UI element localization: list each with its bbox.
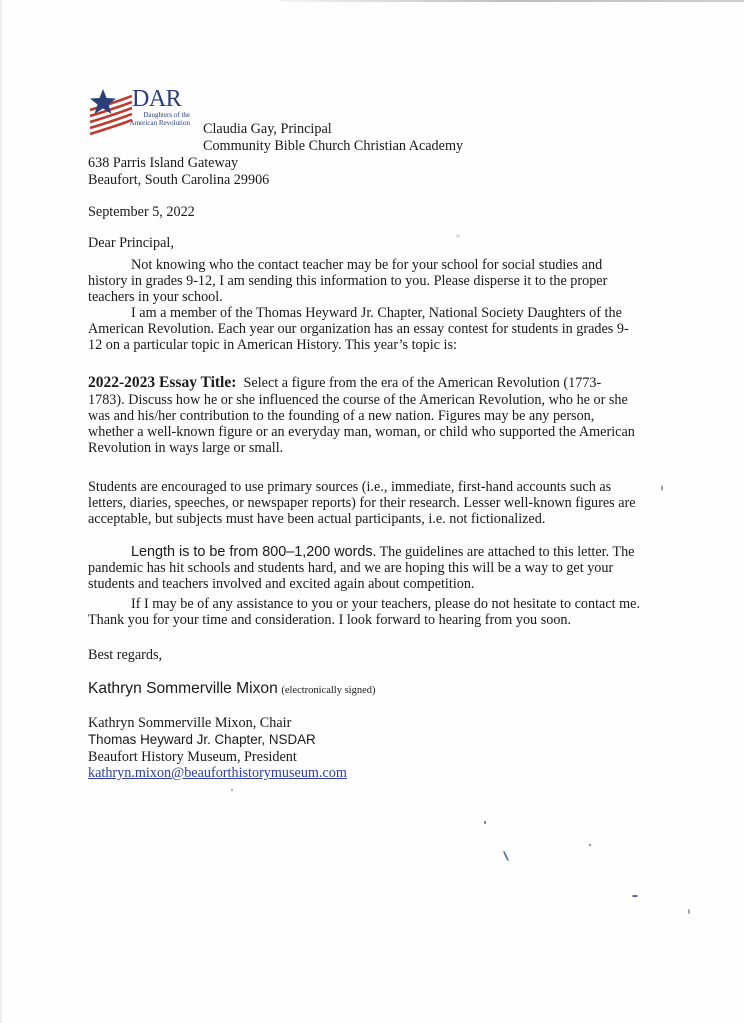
para4-line: pandemic has hit schools and students hard, and we are hoping this will be a way to get your: [88, 560, 614, 576]
scan-speck: [503, 850, 510, 862]
length-requirement: Length is to be from 800–1,200 words: [131, 544, 373, 560]
signoff-museum: Beaufort History Museum, President: [88, 749, 297, 765]
signature-note: (electronically signed): [281, 685, 376, 696]
para1-line: history in grades 9-12, I am sending this information to you. Please disperse it to the proper: [88, 273, 608, 289]
scan-speck: [688, 909, 690, 914]
closing: Best regards,: [88, 647, 163, 663]
scan-edge-left: [0, 0, 2, 1023]
logo-line-2: American Revolution: [129, 118, 190, 127]
para4-line: [131, 544, 634, 560]
para1-line: teachers in your school.: [88, 289, 223, 305]
para5-line: If I may be of any assistance to you or your teachers, please do not hesitate to contact me.: [131, 596, 640, 612]
signature-line: [88, 681, 376, 699]
scan-speck: [484, 821, 486, 824]
essay-line: whether a well-known figure or an everyday man, woman, or child who supported the American: [88, 424, 635, 440]
dar-logo: [88, 88, 200, 136]
essay-line: was and his/her contribution to the founding of a new nation. Figures may be any person,: [88, 408, 595, 424]
para4-lead-rest: . The guidelines are attached to this letter. The: [372, 544, 635, 560]
recipient-street: 638 Parris Island Gateway: [88, 155, 239, 171]
para5-line: Thank you for your time and consideration. I look forward to hearing from you soon.: [88, 612, 572, 628]
para3-line: acceptable, but subjects must have been actual participants, i.e. not fictionalized.: [88, 511, 546, 527]
para1-line: Not knowing who the contact teacher may be for your school for social studies and: [131, 257, 603, 273]
letter-date: September 5, 2022: [88, 204, 195, 220]
scan-speck: [589, 844, 591, 846]
para2-line: 12 on a particular topic in American History. This year’s topic is:: [88, 337, 457, 353]
recipient-city: Beaufort, South Carolina 29906: [88, 172, 270, 188]
essay-title-line: [88, 375, 601, 391]
email-link[interactable]: kathryn.mixon@beauforthistorymuseum.com: [88, 765, 347, 781]
essay-line: Revolution in ways large or small.: [88, 440, 284, 456]
para2-line: American Revolution. Each year our organization has an essay contest for students in grades 9-: [88, 321, 629, 337]
signoff-chapter: Thomas Heyward Jr. Chapter, NSDAR: [88, 732, 316, 747]
recipient-name: Claudia Gay, Principal: [203, 121, 332, 137]
para2-line: I am a member of the Thomas Heyward Jr. Chapter, National Society Daughters of the: [131, 305, 622, 321]
para3-line: Students are encouraged to use primary sources (i.e., immediate, first-hand accounts such as: [88, 479, 612, 495]
essay-line: 1783). Discuss how he or she influenced the course of the American Revolution, who he or she: [88, 392, 628, 408]
signature-name: Kathryn Sommerville Mixon: [88, 680, 278, 697]
scan-edge-top: [280, 0, 744, 2]
scan-speck: [661, 485, 663, 491]
salutation: Dear Principal,: [88, 235, 174, 251]
signoff-name: Kathryn Sommerville Mixon, Chair: [88, 715, 292, 731]
para3-line: letters, diaries, speeches, or newspaper reports) for their research. Lesser well-known figures are: [88, 495, 636, 511]
essay-title-text: Select a figure from the era of the American Revolution (1773-: [243, 375, 602, 391]
logo-line-1: Daughters of the: [143, 111, 190, 119]
scan-speck: [231, 789, 233, 791]
para4-line: students and teachers involved and excited again about competition.: [88, 576, 475, 592]
logo-abbr: DAR: [132, 86, 182, 112]
essay-title-label: 2022-2023 Essay Title:: [88, 374, 237, 391]
scan-speck: [456, 234, 460, 238]
recipient-school: Community Bible Church Christian Academy: [203, 138, 464, 154]
logo-subtitle: [126, 112, 190, 127]
scan-speck: [632, 895, 638, 897]
